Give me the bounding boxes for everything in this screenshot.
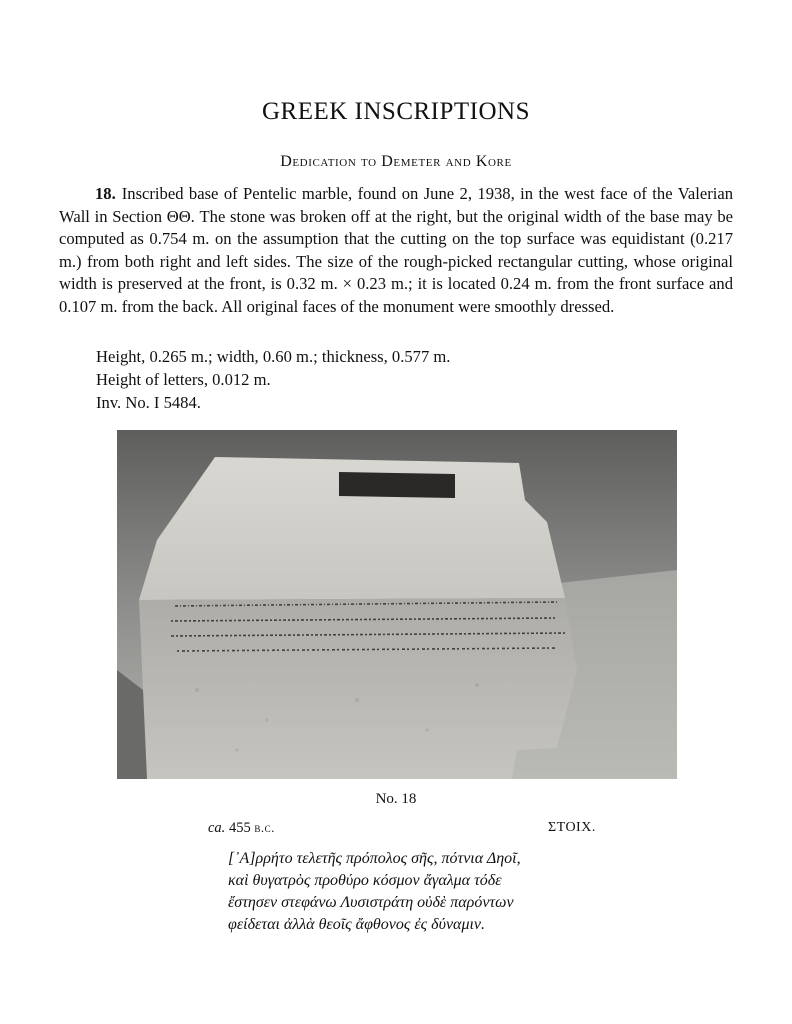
greek-line-2: καὶ θυγατρὸς προθύρο κόσμον ἄγαλμα τόδε	[228, 872, 502, 889]
page-title: GREEK INSCRIPTIONS	[261, 98, 531, 125]
section-heading: Dedication to Demeter and Kore	[280, 153, 512, 170]
greek-line-3: ἔστησεν στεφάνω Λυσιστράτη οὐδὲ παρόντων	[228, 894, 514, 911]
greek-line-1: [᾿Α]ρρήτο τελετῆς πρόπολος σῆς, πότνια Δηοῖ,	[228, 850, 521, 867]
stoichedon-label: ΣΤΟΙΧ.	[548, 820, 596, 835]
date-era: b.c.	[254, 820, 275, 835]
entry-paragraph	[59, 183, 733, 319]
spec-letter-height: Height of letters, 0.012 m.	[96, 370, 271, 389]
date-prefix: ca.	[208, 820, 226, 836]
spec-inventory: Inv. No. I 5484.	[96, 393, 201, 412]
greek-line-4: φείδεται ἀλλὰ θεοῖς ἄφθονος ἐς δύναμιν.	[228, 916, 486, 933]
date-year: 455	[228, 820, 251, 836]
entry-text: Inscribed base of Pentelic marble, found on June 2, 1938, in the west face of the Valerian Wall in Section ΘΘ. The stone was broken off at the right, but the original width of the base may be computed as 0.754 m. on the assumption that the cutting on the top surface was equidistant (0.217 m.) from both right and left sides. The size of the rough-picked rectangular cutting, whose original width is preserved at the front, is 0.32 m. × 0.23 m.; it is located 0.24 m. from the front surface and 0.107 m. from the back. All original faces of the monument were smoothly dressed.	[59, 184, 733, 316]
spec-dimensions: Height, 0.265 m.; width, 0.60 m.; thickness, 0.577 m.	[96, 347, 451, 366]
entry-number: 18.	[95, 184, 116, 203]
date-line	[208, 820, 275, 837]
stone-block-image	[117, 430, 677, 779]
inscription-photo	[117, 430, 677, 779]
photo-caption: No. 18	[375, 791, 417, 807]
